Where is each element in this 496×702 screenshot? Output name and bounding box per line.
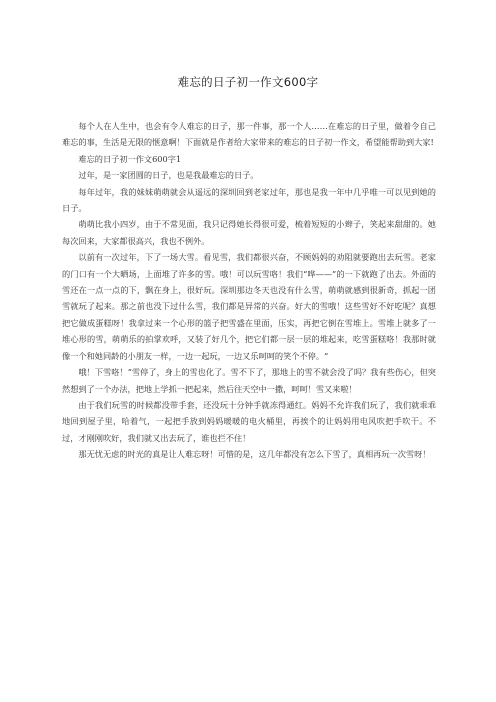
paragraph: 每年过年，我的妹妹萌萌就会从遥远的深圳回到老家过年，那也是我一年中几乎唯一可以见到她的日子。: [62, 186, 436, 214]
paragraph: 萌萌比我小四岁，由于不常见面，我只记得她长得很可爱，梳着短短的小辫子，笑起来甜甜的。她每次回来，大家都很高兴，我也不例外。: [62, 219, 436, 246]
section-heading: 难忘的日子初一作文600字1: [78, 153, 182, 164]
paragraph: 哦！下雪咯！”雪停了，身上的雪也化了。雪不下了，那地上的雪不就会没了吗？我有些伤心，但突然想到了一个办法，把地上学抓一把起来，然后往天空中一撒，呵呵！雪又来啦！: [62, 367, 436, 394]
paragraph: 由于我们玩雪的时候都没带手套，还没玩十分钟手就冻得通红。妈妈不允许我们玩了，我们就乖乖地回到屋子里，哈着气，一起把手放到妈妈暖暖的电火桶里，再挨个的让妈妈用电风吹把手吹干。不过，才刚刚吹好，我们就又出去玩了，谁也拦不住！: [62, 399, 436, 443]
paragraph: 过年，是一家团圆的日子，也是我最难忘的日子。: [78, 170, 259, 181]
paragraph: 那无忧无虑的时光的真是让人难忘呀！可惜的是，这几年都没有怎么下雪了，真相再玩一次雪呀！: [78, 449, 431, 460]
paragraph: 每个人在人生中，也会有令人难忘的日子，那一件事，那一个人……在难忘的日子里，做着令自己难忘的事，生活是无限的惬意啊！下面就是作者给大家带来的难忘的日子初一作文，希望能帮助到大家!: [62, 121, 436, 148]
document-title: 难忘的日子初一作文600字: [177, 75, 319, 89]
document-body: [62, 118, 436, 463]
paragraph: 以前有一次过年，下了一场大雪。看见雪，我们都很兴奋，不顾妈妈的劝阻就要跑出去玩雪。老家的门口有一个大晒场，上面堆了许多的雪。哦！可以玩雪咯！我们“哗——”的一下就跑了出去。外面的雪还在一点一点的下，飘在身上，很好玩。深圳那边冬天也没有什么雪，萌萌就感到很新奇，抓起一团雪就玩了起来。那之前也没下过什么雪，我们都是异常的兴奋。好大的雪哦！这些雪好不好吃呢？真想把它做成蛋糕呀！我拿过来一个心形的篮子把雪盛在里面，压实，再把它倒在雪堆上。雪堆上就多了一堆心形的雪，萌萌乐的拍掌欢呼，又装了好几个，把它们都一层一层的堆起来，吃雪蛋糕咯！我那时就像一个和她同龄的小朋友一样，一边一起玩，一边又乐呵呵的笑个不停。“: [62, 252, 436, 361]
